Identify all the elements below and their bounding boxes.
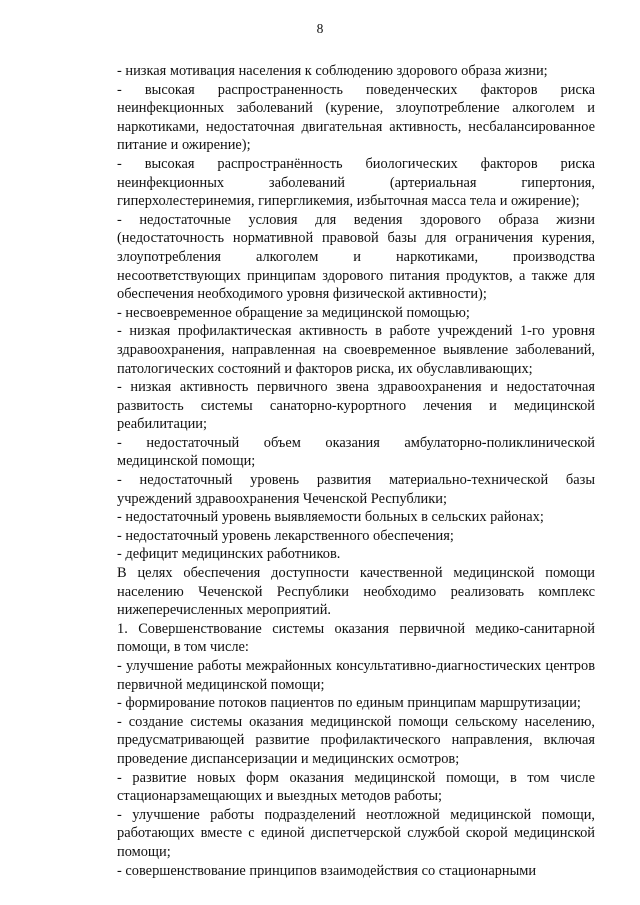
paragraph: - недостаточный объем оказания амбулаторно-поликлинической медицинской помощи;: [117, 434, 595, 470]
paragraph: - несвоевременное обращение за медицинской помощью;: [117, 304, 470, 321]
paragraph: - недостаточные условия для ведения здорового образа жизни (недостаточность нормативной правовой базы для ограничения курения, злоупотребления алкоголем и наркотиками, производства несоответствующих принципам здорового питания продуктов, а также для обеспечения необходимого уровня физической активности);: [117, 211, 595, 303]
paragraph: - недостаточный уровень развития материально-технической базы учреждений здравоохранения Чеченской Республики;: [117, 472, 595, 507]
paragraph: - совершенствование принципов взаимодействия со стационарными: [117, 862, 537, 879]
paragraph: - улучшение работы подразделений неотложной медицинской помощи, работающих вместе с единой диспетчерской службой скорой медицинской помощи;: [117, 806, 595, 860]
paragraph: - создание системы оказания медицинской помощи сельскому населению, предусматривающей развитие профилактического направления, включая проведение диспансеризации и медицинских осмотров;: [117, 713, 595, 767]
paragraph: - недостаточный уровень лекарственного обеспечения;: [117, 527, 454, 544]
paragraph: - улучшение работы межрайонных консультативно-диагностических центров первичной медицинской помощи;: [117, 658, 595, 693]
page-number: 8: [316, 21, 324, 36]
paragraph: - формирование потоков пациентов по единым принципам маршрутизации;: [117, 695, 581, 712]
paragraph: - дефицит медицинских работников.: [117, 546, 341, 563]
paragraph: - высокая распространенность поведенческих факторов риска неинфекционных заболеваний (курение, злоупотребление алкоголем и наркотиками, недостаточная двигательная активность, несбалансированное питание и ожирение);: [117, 81, 595, 154]
paragraph: - высокая распространённость биологических факторов риска неинфекционных заболеваний (артериальная гипертония, гиперхолестеринемия, гипергликемия, избыточная масса тела и ожирение);: [117, 155, 595, 210]
paragraph: - недостаточный уровень выявляемости больных в сельских районах;: [117, 509, 544, 526]
paragraph: - низкая профилактическая активность в работе учреждений 1-го уровня здравоохранения, направленная на своевременное выявление заболеваний, патологических состояний и факторов риска, их обуславливающих;: [117, 323, 595, 377]
document-body: [117, 62, 595, 880]
paragraph: - низкая мотивация населения к соблюдению здорового образа жизни;: [117, 63, 548, 79]
paragraph: - развитие новых форм оказания медицинской помощи, в том числе стационарзамещающих и выездных методов работы;: [117, 769, 595, 805]
paragraph: - низкая активность первичного звена здравоохранения и недостаточная развитость системы санаторно-курортного лечения и медицинской реабилитации;: [117, 379, 595, 433]
paragraph: 1. Совершенствование системы оказания первичной медико-санитарной помощи, в том числе:: [117, 620, 595, 656]
paragraph: В целях обеспечения доступности качественной медицинской помощи населению Чеченской Республики необходимо реализовать комплекс нижеперечисленных мероприятий.: [117, 565, 595, 619]
